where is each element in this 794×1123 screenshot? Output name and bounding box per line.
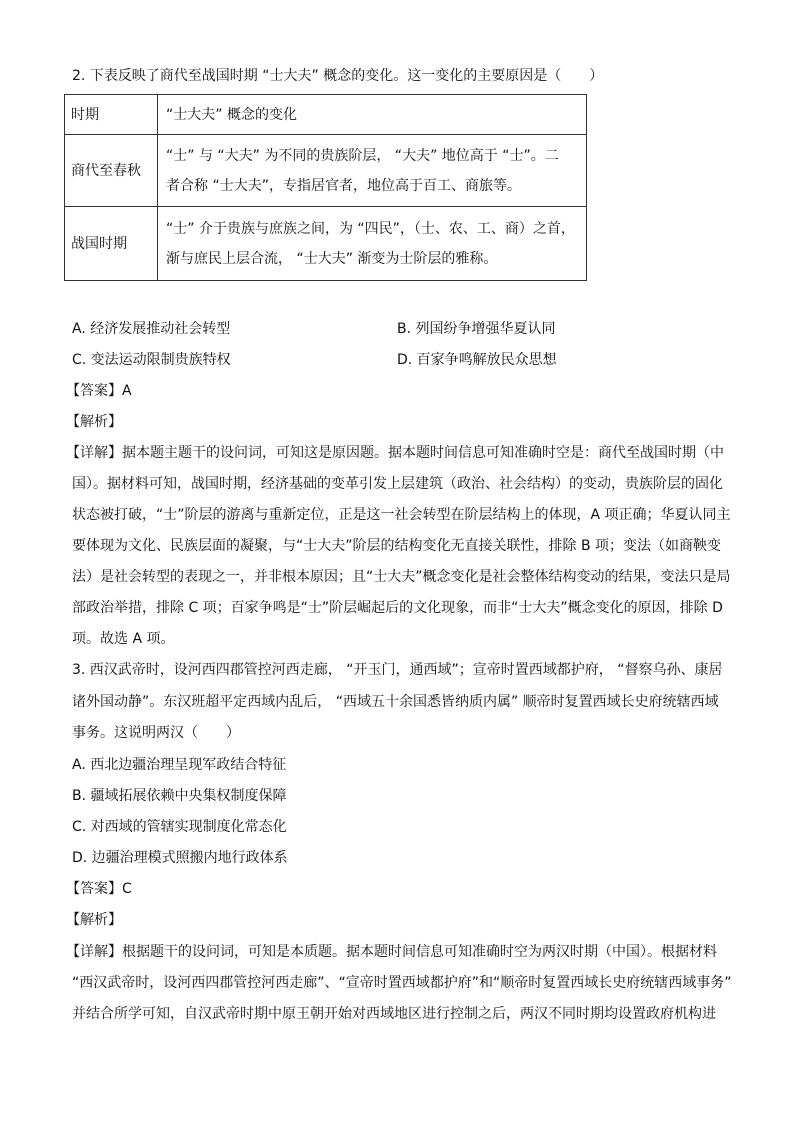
table-cell-line: “士” 介于贵族与庶族之间，为 “四民”，（士、农、工、商）之首， (166, 220, 575, 237)
q3-detail-line: 【详解】根据题干的设问词，可知是本质题。据本题时间信息可知准确时空为两汉时期（中国）。根据材料 (66, 944, 717, 960)
q2-analysis-label: 【解析】 (66, 414, 122, 430)
q2-stem: 2. 下表反映了商代至战国时期 “士大夫” 概念的变化。这一变化的主要原因是（ ） (72, 68, 604, 84)
q3-answer: 【答案】C (66, 881, 132, 897)
q2-option-c: C. 变法运动限制贵族特权 (72, 352, 231, 368)
q3-stem-line: 诸外国动静”。东汉班超平定西域内乱后， “西域五十余国悉皆纳质内属” 顺帝时复置西域长史府统辖西域 (72, 694, 719, 710)
q3-option-c: C. 对西域的管辖实现制度化常态化 (72, 819, 287, 835)
q2-detail-line: 状态被打破，“士”阶层的游离与重新定位，正是这一社会转型在阶层结构上的体现，A 项正确；华夏认同主 (72, 507, 731, 523)
q2-option-d: D. 百家争鸣解放民众思想 (397, 352, 557, 368)
table-cell-period: 战国时期 (65, 207, 158, 281)
concept-table (64, 94, 587, 281)
table-row (65, 207, 587, 281)
table-cell-line: “士” 与 “大夫” 为不同的贵族阶层， “大夫” 地位高于 “士”。二 (166, 147, 559, 164)
q2-detail-line: 项。故选 A 项。 (72, 631, 175, 647)
q3-stem-line: 事务。这说明两汉（ ） (72, 725, 240, 741)
table-header-row (65, 95, 587, 135)
q2-option-a: A. 经济发展推动社会转型 (72, 321, 231, 337)
q3-option-d: D. 边疆治理模式照搬内地行政体系 (72, 850, 288, 866)
q2-detail-line: 【详解】据本题主题干的设问词，可知这是原因题。据本题时间信息可知准确时空是：商代至战国时期（中 (66, 445, 724, 461)
table-cell-change (158, 135, 587, 207)
q3-option-a: A. 西北边疆治理呈现军政结合特征 (72, 757, 287, 773)
table-cell-change (158, 207, 587, 281)
q2-detail-line: 法）是社会转型的表现之一，并非根本原因；且“士大夫”概念变化是社会整体结构变动的结果，变法只是局 (72, 569, 731, 585)
table-header-period: 时期 (65, 95, 158, 135)
table-cell-period: 商代至春秋 (65, 135, 158, 207)
table-cell-line: 者合称 “士大夫”，专指居官者，地位高于百工、商旅等。 (166, 177, 521, 194)
table-header-change: “士大夫” 概念的变化 (158, 95, 587, 135)
q3-stem-line: 3. 西汉武帝时，设河西四郡管控河西走廊， “开玉门，通西域”；宣帝时置西域都护府， “督察乌孙、康居 (72, 662, 723, 678)
q2-detail-line: 国）。据材料可知，战国时期，经济基础的变革引发上层建筑（政治、社会结构）的变动，贵族阶层的固化 (72, 476, 723, 492)
table-cell-line: 渐与庶民上层合流， “士大夫” 渐变为士阶层的雅称。 (166, 250, 498, 267)
q2-option-b: B. 列国纷争增强华夏认同 (397, 321, 556, 337)
q3-option-b: B. 疆域拓展依赖中央集权制度保障 (72, 788, 287, 804)
q3-detail-line: 并结合所学可知，自汉武帝时期中原王朝开始对西域地区进行控制之后，两汉不同时期均设置政府机构进 (72, 1006, 716, 1022)
q3-detail-line: “西汉武帝时，设河西四郡管控河西走廊”、“宣帝时置西域都护府”和“顺帝时复置西域长史府统辖西域事务” (72, 975, 732, 991)
q3-analysis-label: 【解析】 (66, 912, 122, 928)
q2-detail-line: 部政治举措，排除 C 项；百家争鸣是“士”阶层崛起后的文化现象，而非“士大夫”概念变化的原因，排除 D (72, 600, 723, 616)
q2-answer: 【答案】A (66, 383, 132, 399)
table-row (65, 135, 587, 207)
q2-detail-line: 要体现为文化、民族层面的凝聚，与“士大夫”阶层的结构变化无直接关联性，排除 B 项；变法（如商鞅变 (72, 538, 722, 554)
